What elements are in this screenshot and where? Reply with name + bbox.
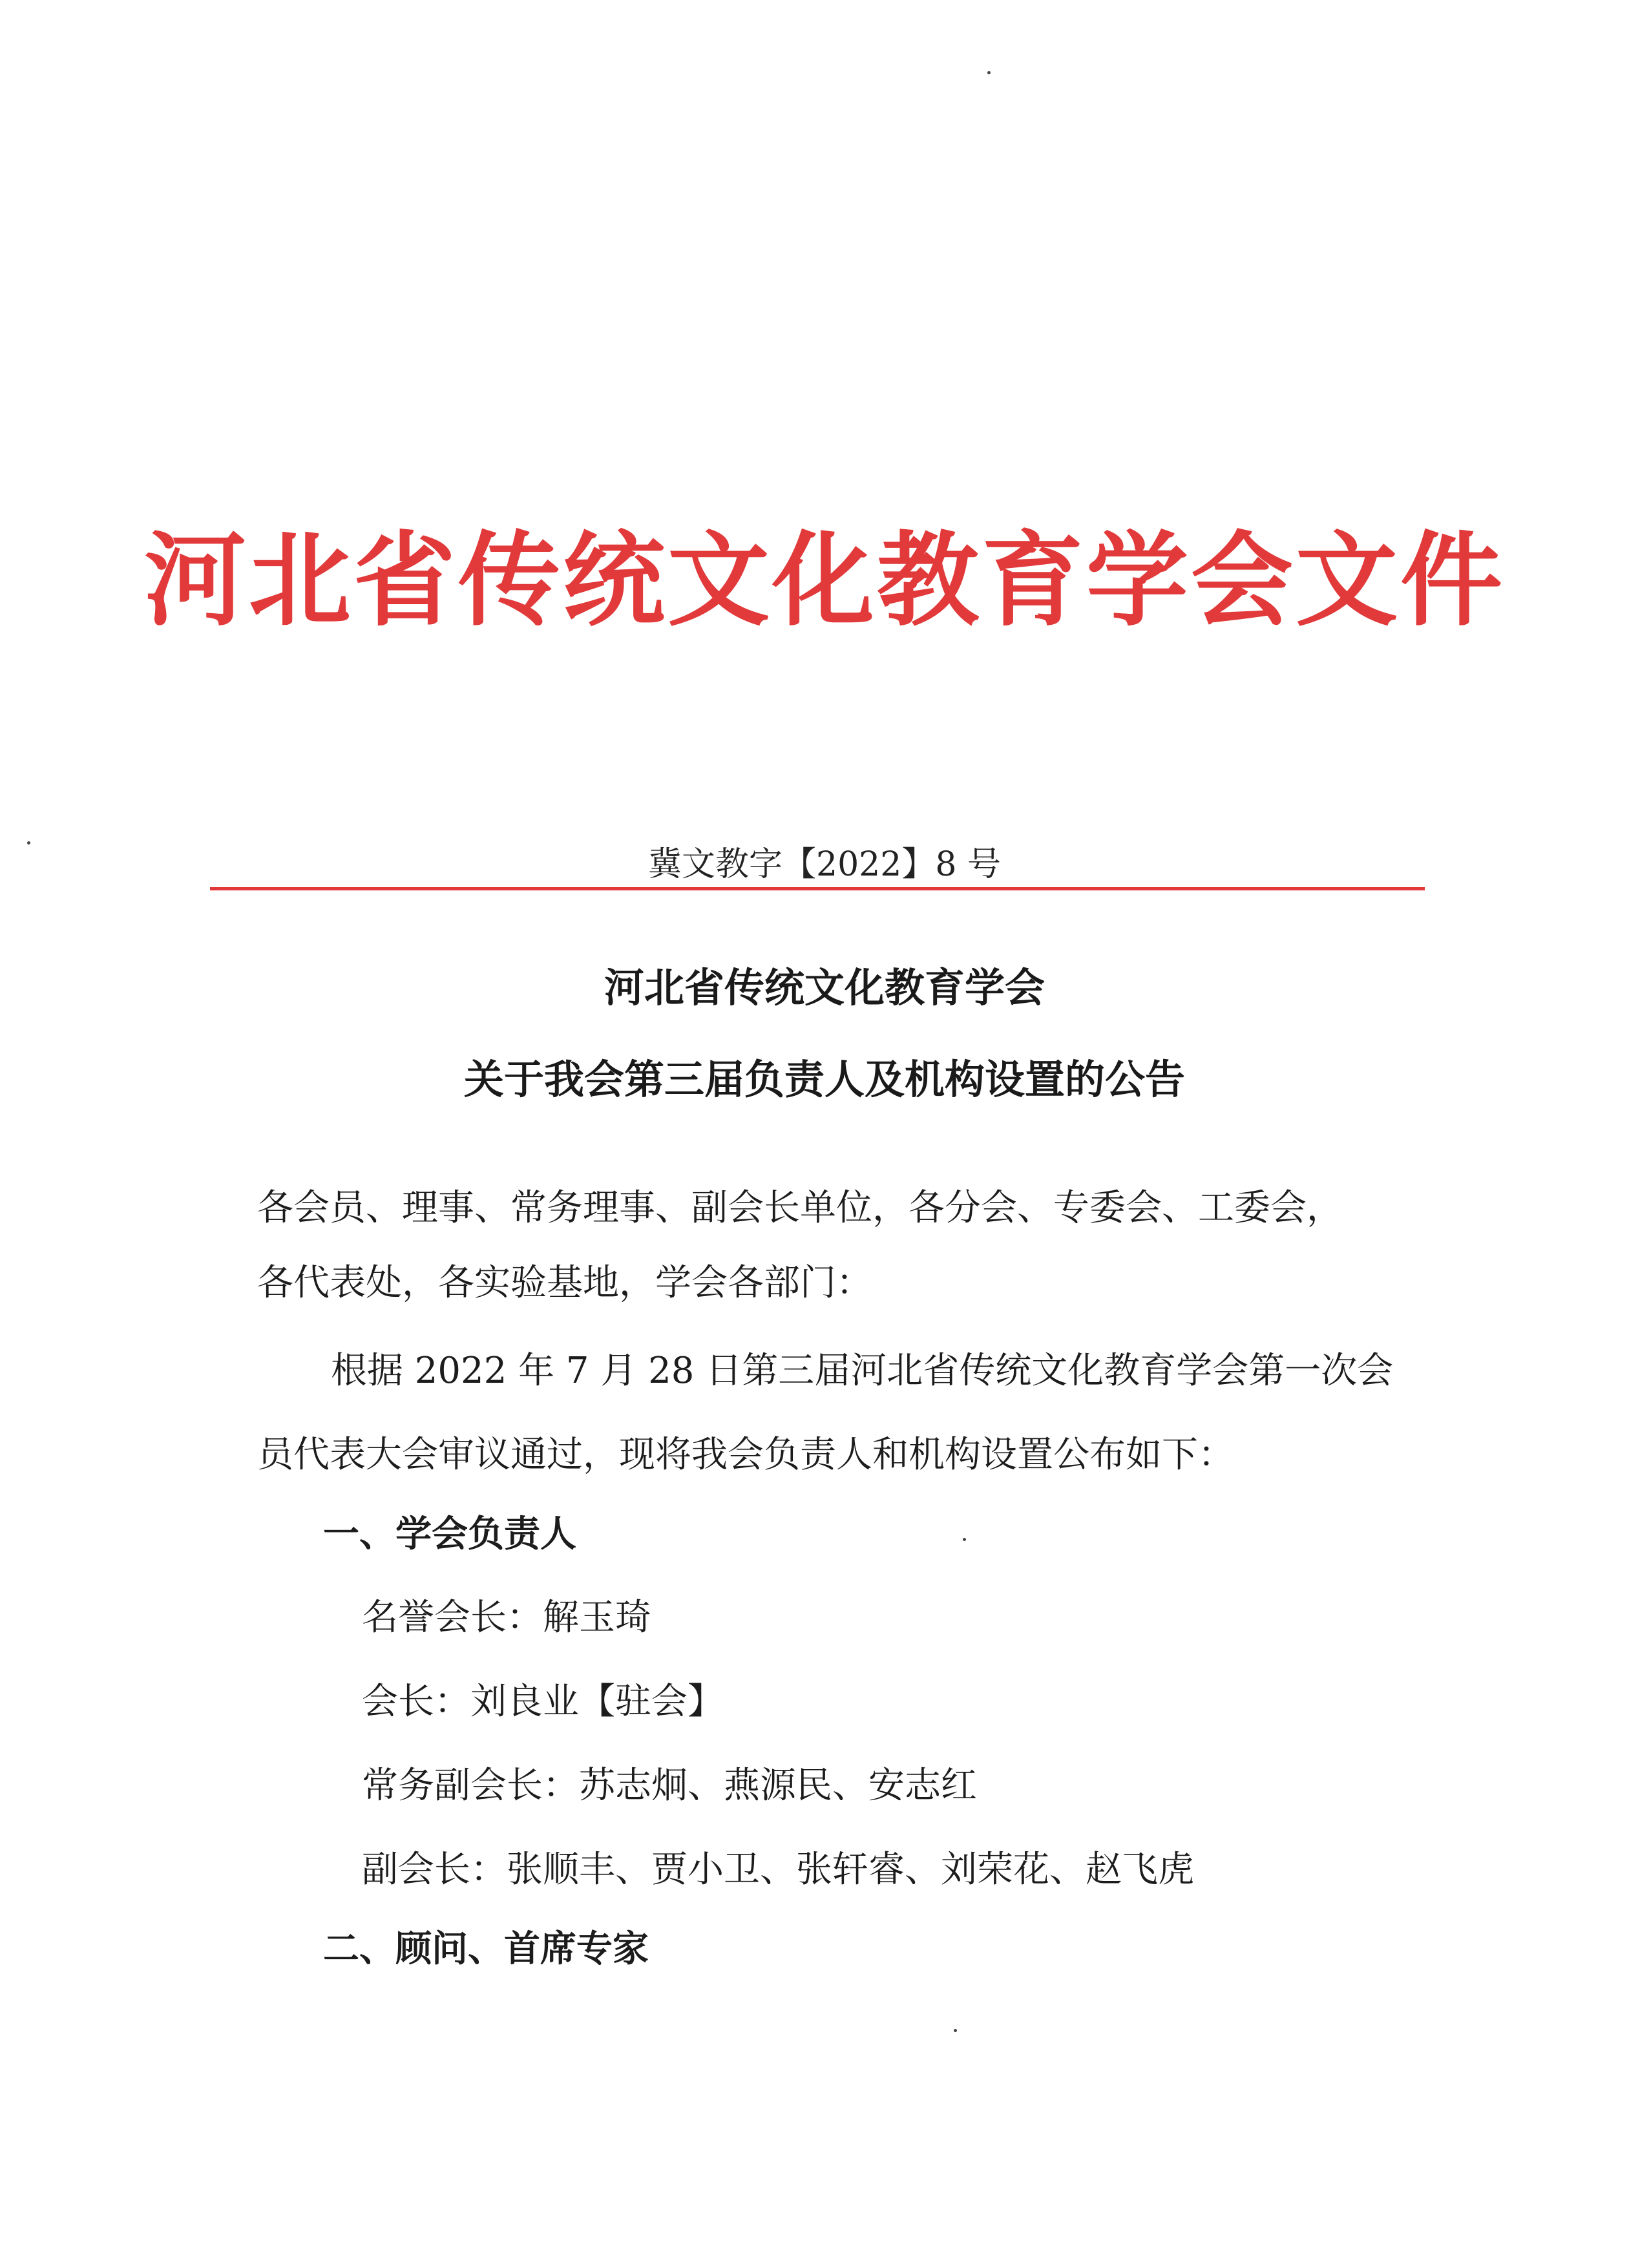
executive-vice-presidents-line: 常务副会长：苏志炯、燕源民、安志红 — [362, 1765, 977, 1807]
notice-title-line-2: 关于我会第三届负责人及机构设置的公告 — [463, 1056, 1185, 1103]
org-file-header: 河北省传统文化教育学会文件 — [144, 521, 1505, 640]
red-divider-line — [210, 887, 1425, 890]
intro-line-2: 员代表大会审议通过，现将我会负责人和机构设置公布如下： — [257, 1434, 1234, 1476]
president-line: 会长：刘良业【驻会】 — [362, 1681, 724, 1723]
addressee-line-2: 各代表处，各实验基地，学会各部门： — [257, 1262, 872, 1304]
document-number: 冀文教字【2022】8 号 — [648, 845, 1001, 884]
honorary-president-line: 名誉会长：解玉琦 — [362, 1597, 651, 1639]
vice-presidents-line: 副会长：张顺丰、贾小卫、张轩睿、刘荣花、赵飞虎 — [362, 1849, 1194, 1891]
addressee-line-1: 各会员、理事、常务理事、副会长单位，各分会、专委会、工委会， — [257, 1187, 1343, 1229]
scan-speck — [963, 1538, 966, 1541]
section-heading-advisors: 二、顾问、首席专家 — [323, 1927, 649, 1970]
scan-speck — [27, 841, 30, 845]
intro-line-1: 根据 2022 年 7 月 28 日第三届河北省传统文化教育学会第一次会 — [331, 1350, 1394, 1392]
scan-speck — [954, 2029, 957, 2032]
notice-title-line-1: 河北省传统文化教育学会 — [604, 964, 1045, 1011]
section-heading-leaders: 一、学会负责人 — [323, 1513, 576, 1555]
scan-speck — [987, 71, 991, 74]
